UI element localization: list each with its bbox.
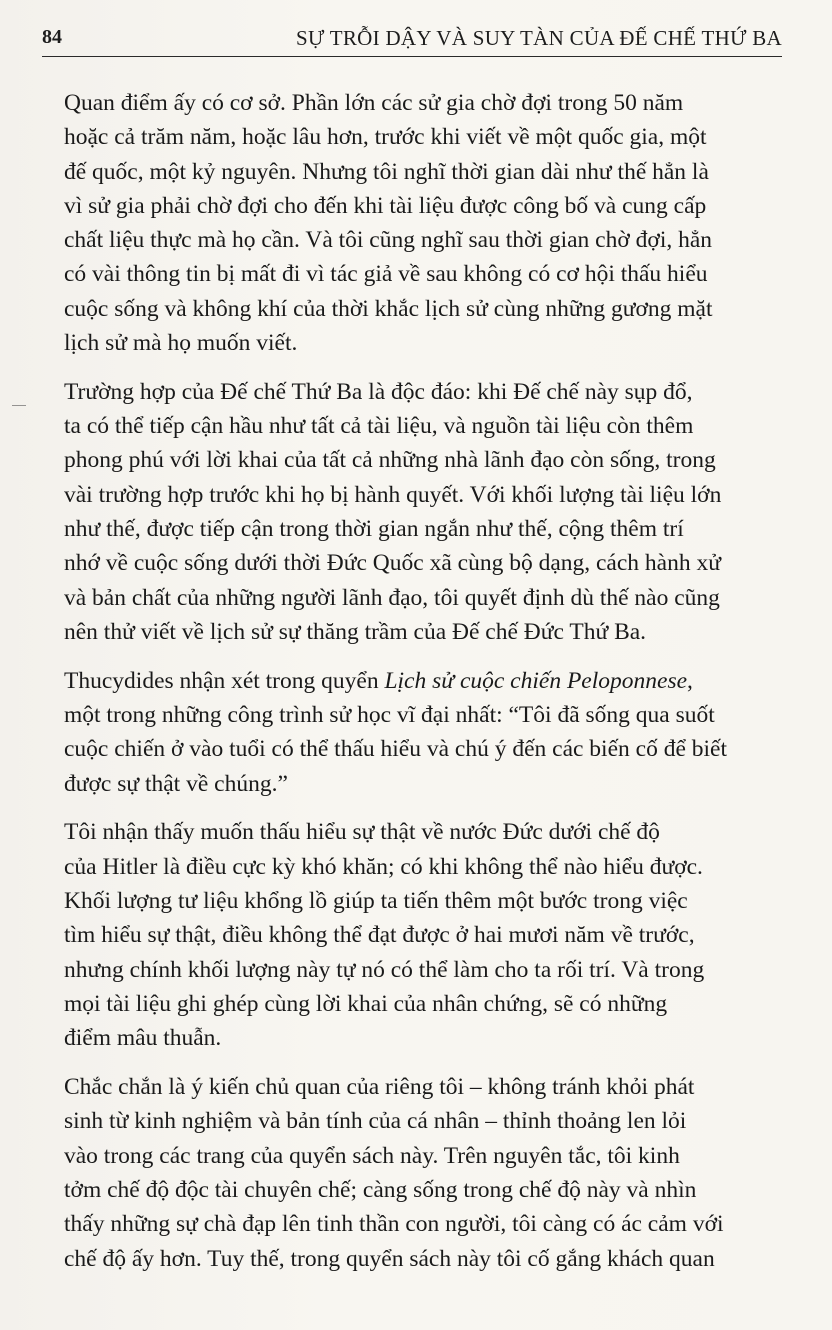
text-line: có vài thông tin bị mất đi vì tác giả về sau không có cơ hội thấu hiểu: [64, 261, 708, 288]
text-line: sinh từ kinh nghiệm và bản tính của cá nhân – thỉnh thoảng len lỏi: [64, 1108, 687, 1135]
text-line: cuộc chiến ở vào tuổi có thể thấu hiểu và chú ý đến các biến cố để biết: [64, 736, 727, 763]
text-line: như thế, được tiếp cận trong thời gian ngắn như thế, cộng thêm trí: [64, 516, 684, 543]
text-line: hoặc cả trăm năm, hoặc lâu hơn, trước khi viết về một quốc gia, một: [64, 124, 707, 151]
text-lead: Thucydides nhận xét trong quyển: [64, 667, 385, 694]
text-line: Chắc chắn là ý kiến chủ quan của riêng tôi – không tránh khỏi phát: [64, 1074, 695, 1101]
body-text: [64, 86, 784, 1290]
page-number: 84: [42, 26, 62, 48]
text-line: thấy những sự chà đạp lên tinh thần con người, tôi càng có ác cảm với: [64, 1211, 724, 1238]
text-line: đế quốc, một kỷ nguyên. Nhưng tôi nghĩ thời gian dài như thế hẳn là: [64, 158, 709, 185]
running-title: SỰ TRỖI DẬY VÀ SUY TÀN CỦA ĐẾ CHẾ THỨ BA: [295, 26, 782, 50]
text-line: nhớ về cuộc sống dưới thời Đức Quốc xã cùng bộ dạng, cách hành xử: [64, 550, 721, 577]
paragraph-5: [64, 1070, 784, 1276]
text-line: phong phú với lời khai của tất cả những nhà lãnh đạo còn sống, trong: [64, 447, 716, 474]
text-line: cuộc sống và không khí của thời khắc lịch sử cùng những gương mặt: [64, 295, 713, 322]
text-line: chế độ ấy hơn. Tuy thế, trong quyển sách này tôi cố gắng khách quan: [64, 1245, 715, 1272]
text-line: được sự thật về chúng.”: [64, 770, 288, 797]
paragraph-4: [64, 815, 784, 1055]
text-line: vào trong các trang của quyển sách này. Trên nguyên tắc, tôi kinh: [64, 1142, 680, 1169]
text-line: Trường hợp của Đế chế Thứ Ba là độc đáo: khi Đế chế này sụp đổ,: [64, 378, 693, 405]
text-line: điểm mâu thuẫn.: [64, 1025, 222, 1052]
text-line: Quan điểm ấy có cơ sở. Phần lớn các sử gia chờ đợi trong 50 năm: [64, 90, 684, 116]
margin-mark: [12, 405, 26, 406]
text-line: nhưng chính khối lượng này tự nó có thể làm cho ta rối trí. Và trong: [64, 956, 705, 983]
text-line: Khối lượng tư liệu khổng lồ giúp ta tiến thêm một bước trong việc: [64, 888, 688, 915]
text-line: tởm chế độ độc tài chuyên chế; càng sống trong chế độ này và nhìn: [64, 1176, 697, 1203]
text-line: [64, 664, 784, 698]
text-line: tìm hiểu sự thật, điều không thể đạt được ở hai mươi năm về trước,: [64, 922, 695, 949]
paragraph-3: [64, 664, 784, 801]
text-line: mọi tài liệu ghi ghép cùng lời khai của nhân chứng, sẽ có những: [64, 990, 668, 1017]
text-line: của Hitler là điều cực kỳ khó khăn; có khi không thể nào hiểu được.: [64, 853, 703, 880]
text-line: Tôi nhận thấy muốn thấu hiểu sự thật về nước Đức dưới chế độ: [64, 819, 660, 846]
text-line: lịch sử mà họ muốn viết.: [64, 330, 298, 357]
paragraph-2: [64, 375, 784, 649]
page-header: [42, 26, 782, 57]
text-line: và bản chất của những người lãnh đạo, tôi quyết định dù thế nào cũng: [64, 584, 720, 611]
text-line: ta có thể tiếp cận hầu như tất cả tài liệu, và nguồn tài liệu còn thêm: [64, 413, 694, 440]
text-trail: ,: [687, 667, 693, 694]
text-line: vì sử gia phải chờ đợi cho đến khi tài liệu được công bố và cung cấp: [64, 192, 707, 219]
book-title: Lịch sử cuộc chiến Peloponnese: [384, 667, 688, 694]
text-line: chất liệu thực mà họ cần. Và tôi cũng nghĩ sau thời gian chờ đợi, hẳn: [64, 227, 713, 254]
paragraph-1: [64, 86, 784, 360]
text-line: một trong những công trình sử học vĩ đại nhất: “Tôi đã sống qua suốt: [64, 702, 715, 729]
text-line: vài trường hợp trước khi họ bị hành quyết. Với khối lượng tài liệu lớn: [64, 481, 722, 508]
text-line: nên thử viết về lịch sử sự thăng trầm của Đế chế Đức Thứ Ba.: [64, 618, 647, 645]
